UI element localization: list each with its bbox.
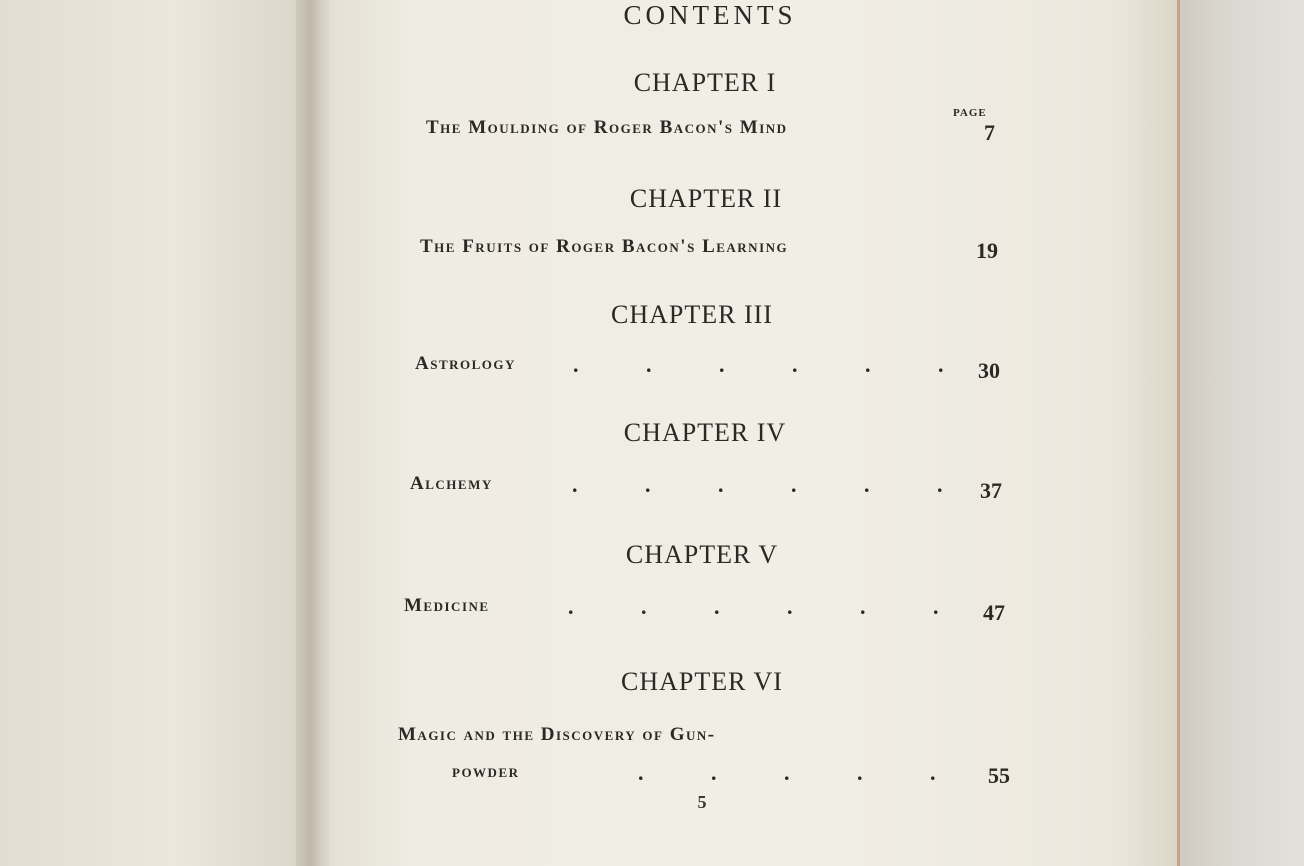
page-number: 55	[988, 763, 1010, 788]
dot-leaders: . . . . .	[638, 760, 936, 785]
chapter-heading: CHAPTER V	[625, 540, 779, 569]
chapter-heading: CHAPTER IV	[623, 418, 787, 447]
dot-leaders: . . . . . .	[573, 352, 944, 377]
chapter-heading: CHAPTER III	[611, 300, 773, 329]
chapter-title: Medicine	[404, 595, 490, 616]
chapter-title: The Moulding of Roger Bacon's Mind	[426, 117, 788, 138]
page-number: 30	[978, 358, 1000, 383]
chapter-title-line: Magic and the Discovery of Gun-	[398, 724, 716, 745]
chapter-heading: CHAPTER II	[629, 184, 783, 213]
page-number: 7	[984, 120, 995, 145]
chapter-title: Astrology	[415, 353, 516, 374]
folio-number: 5	[697, 792, 707, 812]
page-column-label: PAGE	[953, 107, 987, 119]
chapter-title: The Fruits of Roger Bacon's Learning	[420, 236, 789, 257]
page-number: 37	[980, 478, 1002, 503]
dot-leaders: . . . . . .	[568, 594, 939, 619]
dot-leaders: . . . . . .	[572, 472, 943, 497]
chapter-title-line: powder	[452, 761, 520, 782]
page-number: 47	[983, 600, 1005, 625]
chapter-heading: CHAPTER VI	[621, 667, 783, 696]
page-number: 19	[976, 238, 998, 263]
chapter-heading: CHAPTER I	[633, 68, 777, 97]
chapter-title: Alchemy	[410, 473, 493, 494]
page-title: CONTENTS	[623, 0, 797, 30]
